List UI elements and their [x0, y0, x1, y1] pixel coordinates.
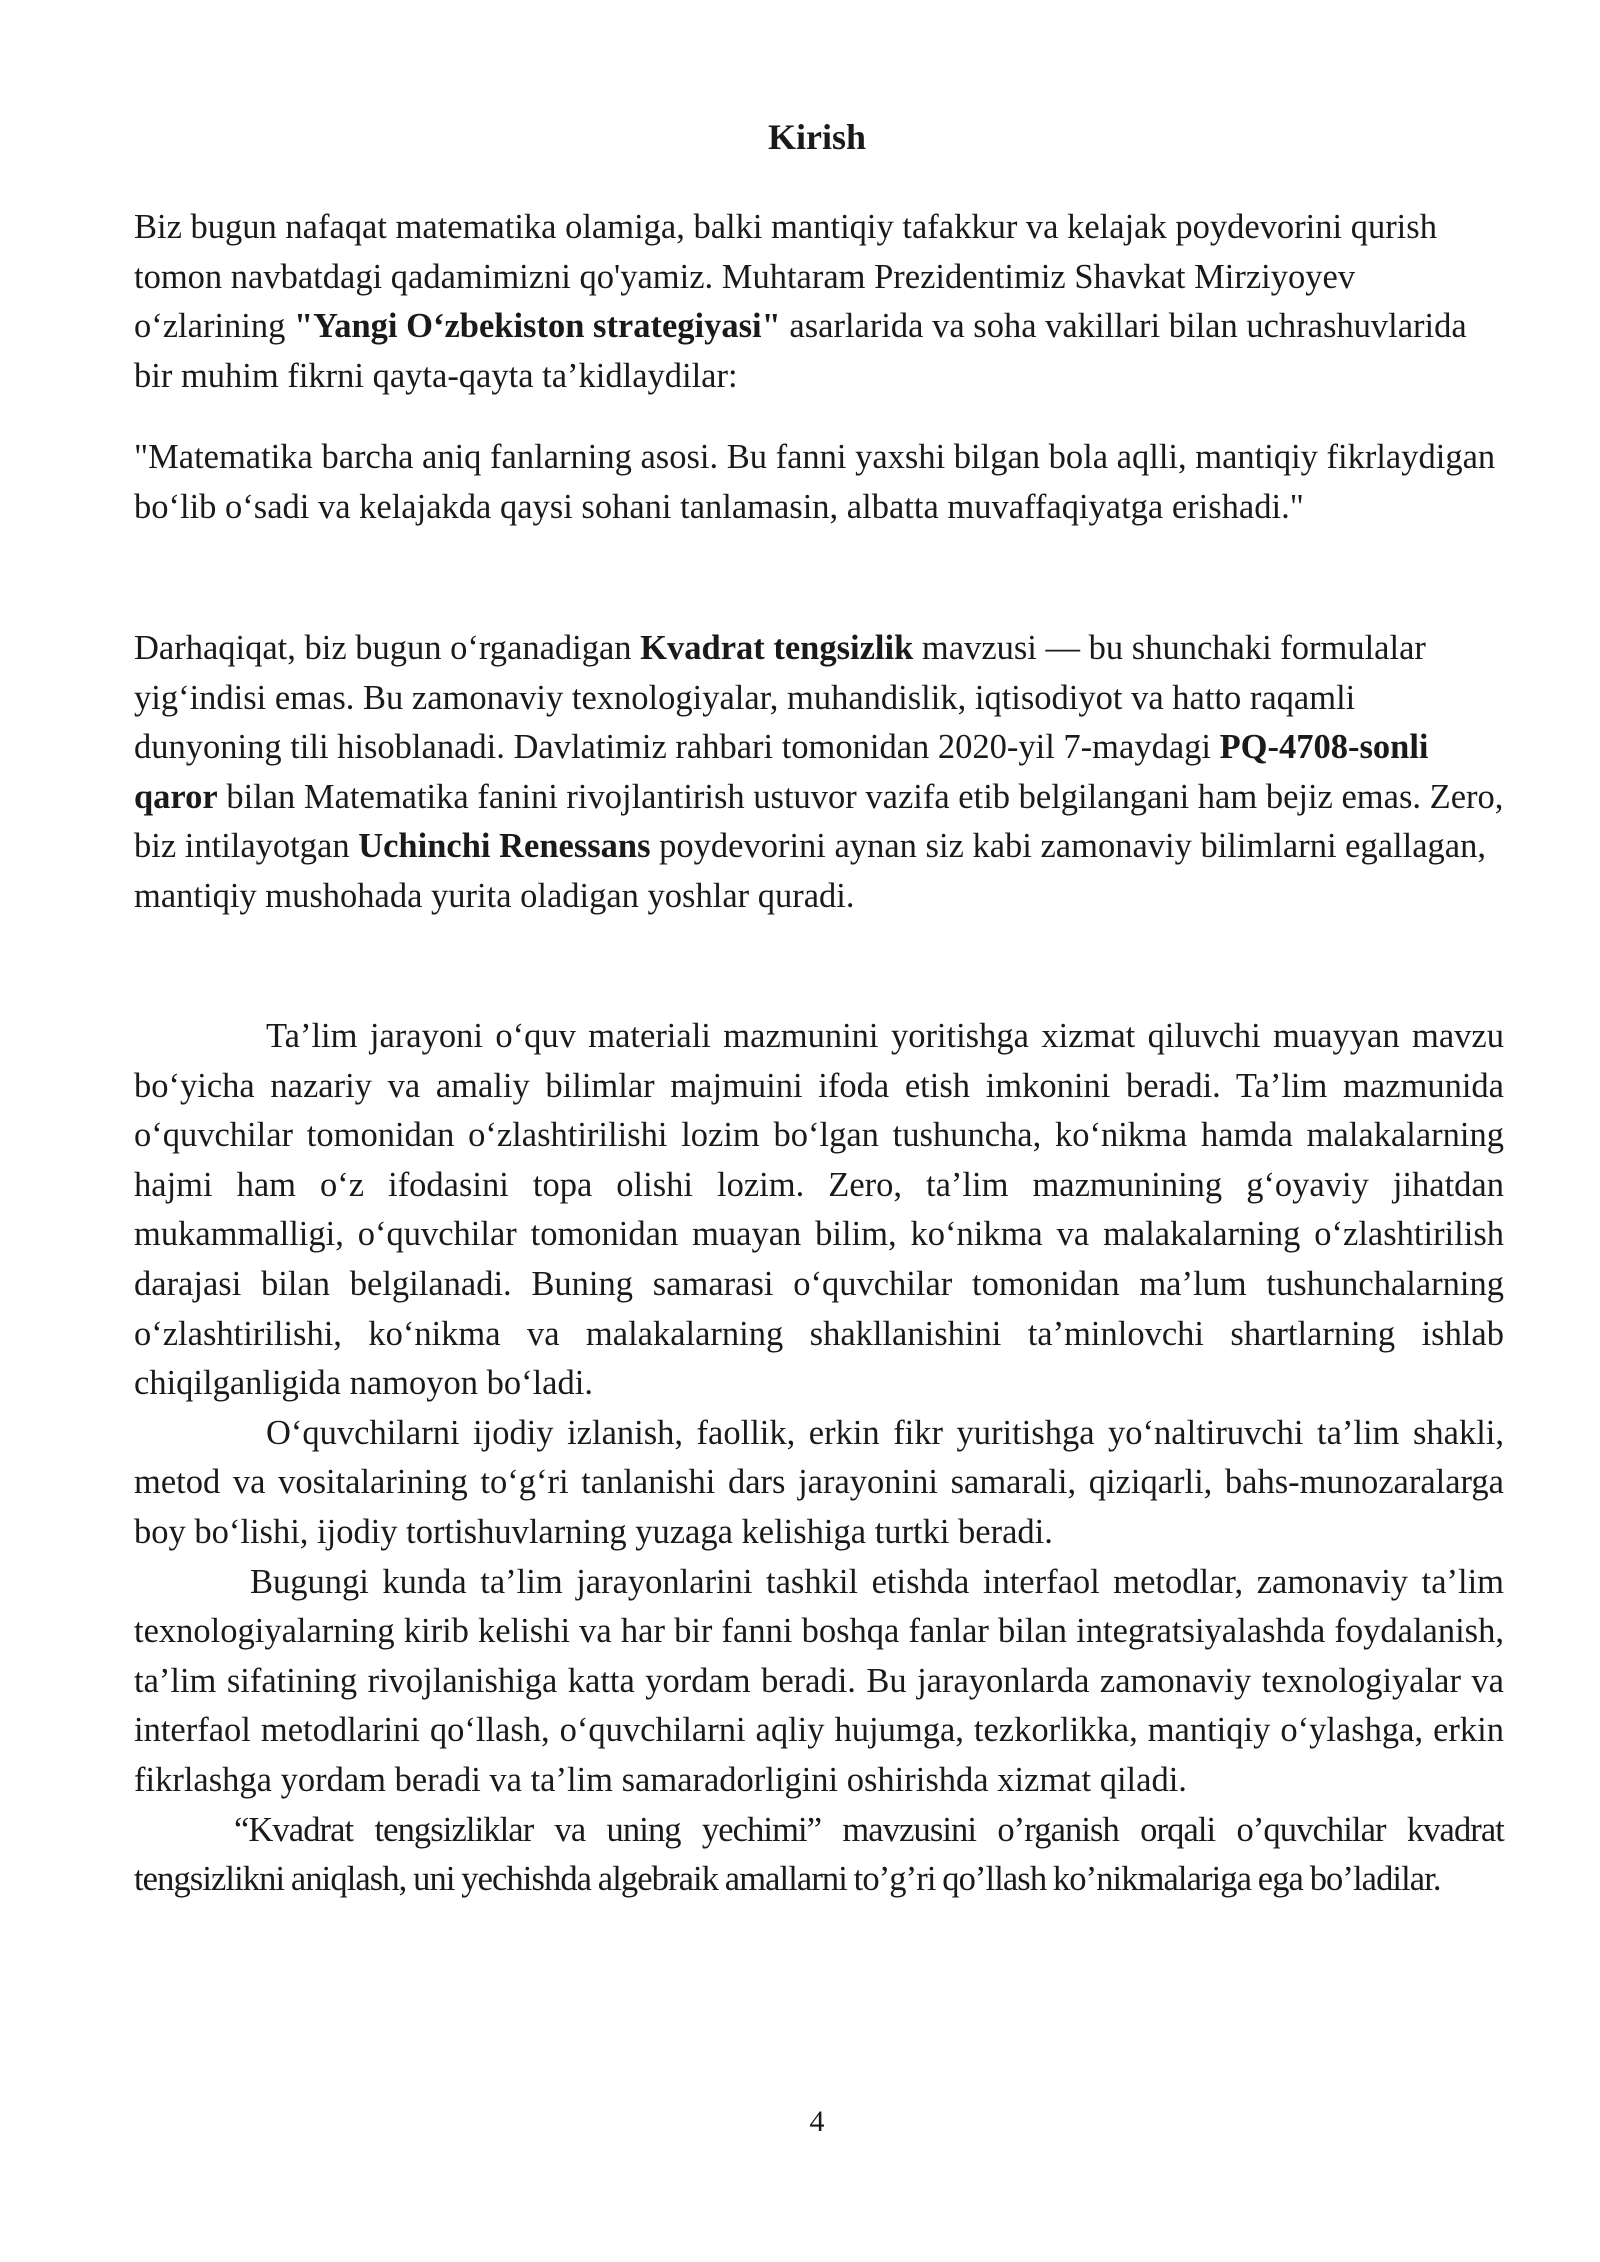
- bold-phrase-strategy: "Yangi O‘zbekiston strategiyasi": [293, 307, 781, 345]
- bold-phrase-renaissance: Uchinchi Renessans: [358, 827, 651, 865]
- page-title: Kirish: [767, 117, 866, 157]
- intro-text: Darhaqiqat, biz bugun o‘rganadigan: [134, 629, 641, 667]
- body-paragraph-3: Bugungi kunda ta’lim jarayonlarini tashkil etishda interfaol metodlar, zamonaviy ta’lim texnologiyalarning kirib kelishi va har bir fanni boshqa fanlar bilan integratsiyalashda foydalanish, ta’lim sifatining rivojlanishiga katta yordam beradi. Bu jarayonlarda zamonaviy texnologiyalar va interfaol metodlarini qo‘llash, o‘quvchilarni aqliy hujumga, tezkorlikka, mantiqiy o‘ylashga, erkin fikrlashga yordam beradi va ta’lim samaradorligini oshirishda xizmat qiladi.: [134, 1562, 1504, 1799]
- intro-paragraph-1: [134, 203, 1504, 401]
- body-paragraph-1: Ta’lim jarayoni o‘quv materiali mazmunini yoritishga xizmat qiluvchi muayyan mavzu bo‘yicha nazariy va amaliy bilimlar majmuini ifoda etish imkonini beradi. Ta’lim mazmunida o‘quvchilar tomonidan o‘zlashtirilishi lozim bo‘lgan tushuncha, ko‘nikma hamda malakalarning hajmi ham o‘z ifodasini topa olishi lozim. Zero, ta’lim mazmunining g‘oyaviy jihatdan mukammalligi, o‘quvchilar tomonidan muayan bilim, ko‘nikma va malakalarning o‘zlashtirilish darajasi bilan belgilanadi. Buning samarasi o‘quvchilar tomonidan ma’lum tushunchalarning o‘zlashtirilishi, ko‘nikma va malakalarning shakllanishini ta’minlovchi shartlarning ishlab chiqilganligida namoyon bo‘ladi.: [134, 1017, 1504, 1403]
- intro-text: mavzusi — bu shunchaki formulalar yig‘indisi emas. Bu zamonaviy texnologiyalar, muhandislik, iqtisodiyot va hatto raqamli dunyoning tili hisoblanadi. Davlatimiz rahbari tomonidan 2020-yil 7-maydagi: [134, 629, 1426, 766]
- intro-text: bilan Matematika fanini rivojlantirish ustuvor vazifa etib belgilangani ham bejiz emas. Zero, biz intilayotgan: [134, 777, 1504, 865]
- intro-paragraph-3: [134, 624, 1504, 921]
- body-paragraph-2: O‘quvchilarni ijodiy izlanish, faollik, erkin fikr yuritishga yo‘naltiruvchi ta’lim shakli, metod va vositalarining to‘g‘ri tanlanishi dars jarayonini samarali, qiziqarli, bahs-munozaralarga boy bo‘lishi, ijodiy tortishuvlarning yuzaga kelishiga turtki beradi.: [134, 1413, 1504, 1551]
- quote-paragraph: "Matematika barcha aniq fanlarning asosi. Bu fanni yaxshi bilgan bola aqlli, mantiqiy fikrlaydigan bo‘lib o‘sadi va kelajakda qaysi sohani tanlamasin, albatta muvaffaqiyatga erishadi.": [134, 438, 1496, 526]
- intro-text: Biz bugun nafaqat matematika olamiga, balki mantiqiy tafakkur va kelajak poydevorini qurish tomon navbatdagi qadamimizni qo'yamiz. Muhtaram Prezidentimiz Shavkat Mirziyoyev o‘zlarining: [134, 208, 1437, 345]
- main-body: [134, 1012, 1504, 1905]
- bold-phrase-decree: PQ-4708-sonli qaror: [134, 728, 1429, 816]
- intro-text: poydevorini aynan siz kabi zamonaviy bilimlarni egallagan, mantiqiy mushohada yurita oladigan yoshlar quradi.: [134, 827, 1486, 915]
- intro-text: asarlarida va soha vakillari bilan uchrashuvlarida bir muhim fikrni qayta-qayta ta’kidlaydilar:: [134, 307, 1467, 395]
- body-paragraph-4: “Kvadrat tengsizliklar va uning yechimi” mavzusini o’rganish orqali o’quvchilar kvadrat tengsizlikni aniqlash, uni yechishda algebraik amallarni to’g’ri qo’llash ko’nikmalariga ega bo’ladilar.: [134, 1810, 1504, 1899]
- page-number: 4: [809, 2105, 825, 2138]
- bold-phrase-topic: Kvadrat tengsizlik: [640, 629, 914, 667]
